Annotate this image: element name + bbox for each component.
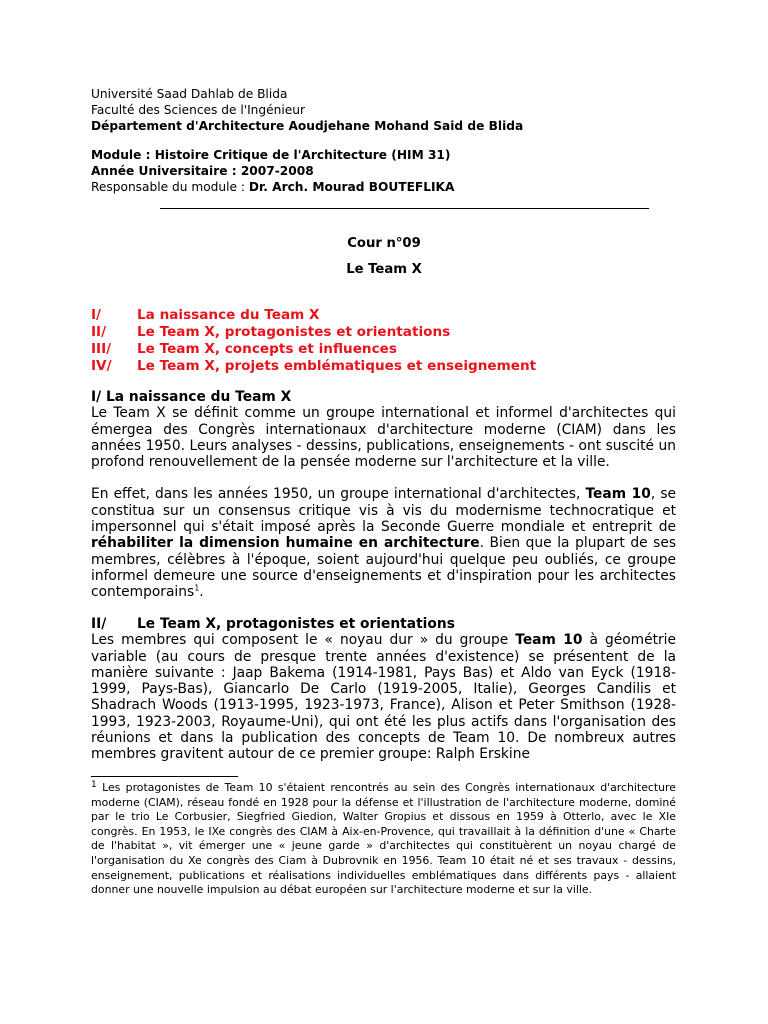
footnote-reference[interactable]: 1 <box>194 583 200 593</box>
footnote-mark: 1 <box>91 780 97 790</box>
module-title: Module : Histoire Critique de l'Architecture (HIM 31) <box>91 148 451 162</box>
responsible-name: Dr. Arch. Mourad BOUTEFLIKA <box>248 180 455 194</box>
toc-item-number: III/ <box>91 341 112 357</box>
team-10-emphasis: Team 10 <box>515 632 583 649</box>
course-title: Le Team X <box>346 262 422 277</box>
toc-item <box>91 324 691 341</box>
section-1-heading: I/ La naissance du Team X <box>91 389 292 405</box>
toc-item-label: Le Team X, concepts et influences <box>137 341 397 357</box>
section-2-heading <box>91 616 676 632</box>
toc-item-number: I/ <box>91 307 102 323</box>
toc-item-label: Le Team X, projets emblématiques et enseignement <box>137 358 537 374</box>
team-10-emphasis: Team 10 <box>585 486 651 503</box>
table-of-contents <box>91 307 691 375</box>
section-2-heading-number: II/ <box>91 616 107 632</box>
section-2-heading-label: Le Team X, protagonistes et orientations <box>137 616 455 632</box>
module-responsible <box>91 179 691 195</box>
footnote <box>91 781 676 898</box>
section-1-paragraph-2: En effet, dans les années 1950, un groupe international d'architectes, Team 10, se constitua sur un consensus critique vis à vis du modernisme technocratique et impersonnel qui s'était imposé après la Seconde Guerre mondiale et entreprit de réhabiliter la dimension humaine en architecture. Bien que la plupart de ses membres, célèbres à l'époque, soient aujourd'hui quelque peu oubliés, ce groupe informel demeure une source d'enseignements et d'inspiration pour les architectes contemporains$^1$. <box>91 486 677 601</box>
footnote-text: Les protagonistes de Team 10 s'étaient rencontrés au sein des Congrès internationaux d'architecture moderne (CIAM), réseau fondé en 1928 pour la défense et l'illustration de l'architecture moderne, dominé par le trio Le Corbusier, Siegfried Giedion, Walter Gropius et dissous en 1959 à Otterlo, avec le XIe congrès. En 1953, le IXe congrès des CIAM à Aix-en-Provence, qui travaillait à la définition d'une « Charte de l'habitat », vit émerger une « jeune garde » d'architectes qui constituèrent un noyau chargé de l'organisation du Xe congrès des Ciam à Dubrovnik en 1956. Team 10 était né et ses travaux - dessins, enseignement, publications et réalisations individuelles emblématiques dans différents pays - allaient donner une nouvelle impulsion au débat européen sur l'architecture moderne et sur la ville. <box>91 781 676 897</box>
university-name: Université Saad Dahlab de Blida <box>91 87 288 101</box>
toc-item-label: Le Team X, protagonistes et orientations <box>137 324 451 340</box>
human-dimension-emphasis: réhabiliter la dimension humaine en architecture <box>91 535 480 552</box>
toc-item <box>91 358 691 375</box>
department-name: Département d'Architecture Aoudjehane Mohand Said de Blida <box>91 119 524 133</box>
header-divider <box>160 208 649 209</box>
section-2 <box>91 616 676 763</box>
toc-item-label: La naissance du Team X <box>137 307 320 323</box>
course-number: Cour n°09 <box>347 236 421 251</box>
section-2-paragraph: Les membres qui composent le « noyau dur » du groupe Team 10 à géométrie variable (au cours de presque trente années d'existence) se présentent de la manière suivante : Jaap Bakema (1914-1981, Pays Bas) et Aldo van Eyck (1918-1999, Pays-Bas), Giancarlo De Carlo (1919-2005, Italie), Georges Candilis et Shadrach Woods (1913-1995, 1923-1973, France), Alison et Peter Smithson (1928-1993, 1923-2003, Royaume-Uni), qui ont été les plus actifs dans l'organisation des réunions et dans la publication des concepts de Team 10. De nombreux autres membres gravitent autour de ce premier groupe: Ralph Erskine <box>91 632 676 763</box>
footnote-divider <box>91 776 238 777</box>
responsible-label: Responsable du module : <box>91 180 249 194</box>
section-1 <box>91 389 676 601</box>
document-header <box>91 86 691 195</box>
toc-item <box>91 341 691 358</box>
section-1-paragraph-1: Le Team X se définit comme un groupe international et informel d'architectes qui émergea des Congrès internationaux d'architecture moderne (CIAM) dans les années 1950. Leurs analyses - dessins, publications, enseignements - ont suscité un profond renouvellement de la pensée moderne sur l'architecture et la ville. <box>91 405 676 471</box>
toc-item-number: II/ <box>91 324 107 340</box>
toc-item-number: IV/ <box>91 358 112 374</box>
academic-year: Année Universitaire : 2007-2008 <box>91 164 314 178</box>
toc-item <box>91 307 691 324</box>
faculty-name: Faculté des Sciences de l'Ingénieur <box>91 103 305 117</box>
